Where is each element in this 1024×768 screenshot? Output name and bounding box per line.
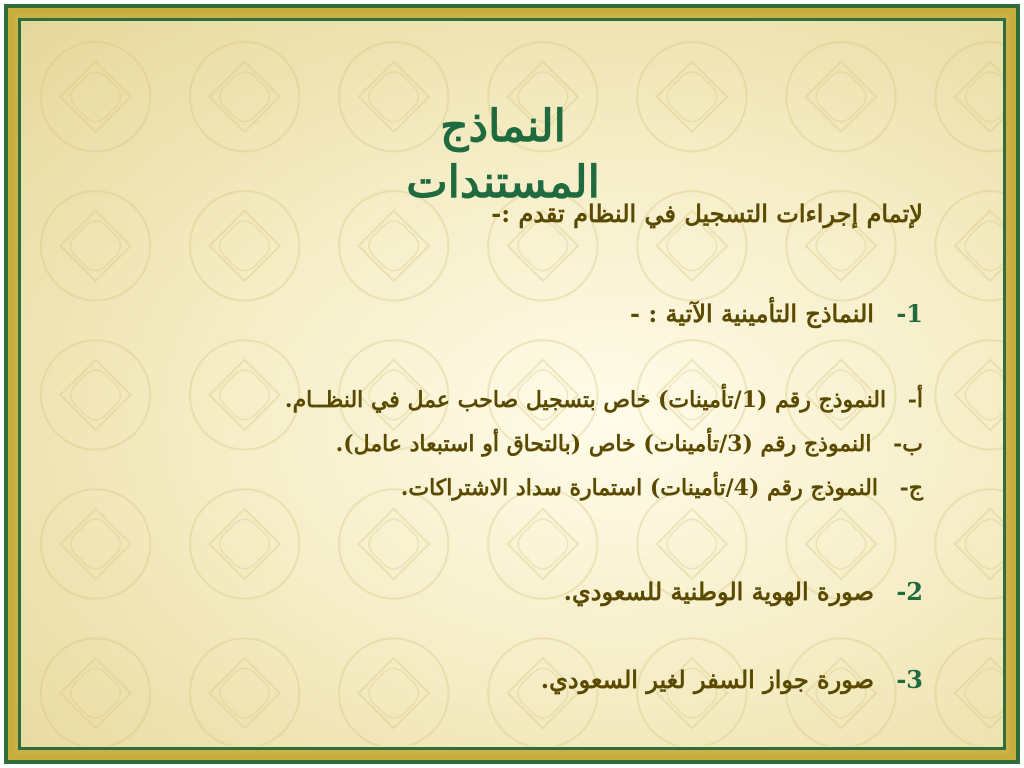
sub-item-b-letter: ب- (893, 431, 923, 457)
item-3-text: صورة جواز السفر لغير السعودي. (540, 665, 874, 694)
item-3 (541, 665, 923, 694)
item-2-text: صورة الهوية الوطنية للسعودي. (563, 577, 874, 606)
item-2-number: 2- (896, 577, 923, 606)
sub-item-c-letter: ج- (899, 475, 923, 501)
slide-title: النماذج المستندات (406, 101, 600, 208)
slide-canvas (18, 18, 1006, 750)
intro-line (491, 199, 923, 228)
item-3-number: 3- (896, 665, 923, 694)
item-1-text: النماذج التأمينية الآتية : - (630, 299, 874, 328)
sub-item-c (401, 475, 923, 501)
sub-item-a (285, 387, 923, 413)
sub-item-b (336, 431, 923, 457)
slide-frame (4, 4, 1020, 764)
sub-item-a-letter: أ- (907, 387, 923, 413)
item-1-number: 1- (896, 299, 923, 328)
item-1 (630, 299, 923, 328)
sub-item-a-text: النموذج رقم (1/تأمينات) خاص بتسجيل صاحب عمل في النظــام. (284, 387, 887, 413)
sub-item-c-text: النموذج رقم (4/تأمينات) استمارة سداد الاشتراكات. (400, 475, 878, 501)
sub-item-b-text: النموذج رقم (3/تأمينات) خاص (بالتحاق أو استبعاد عامل). (335, 431, 872, 457)
item-2 (564, 577, 923, 606)
slide-content (21, 21, 1003, 747)
intro-text: لإتمام إجراءات التسجيل في النظام تقدم :- (491, 199, 923, 228)
